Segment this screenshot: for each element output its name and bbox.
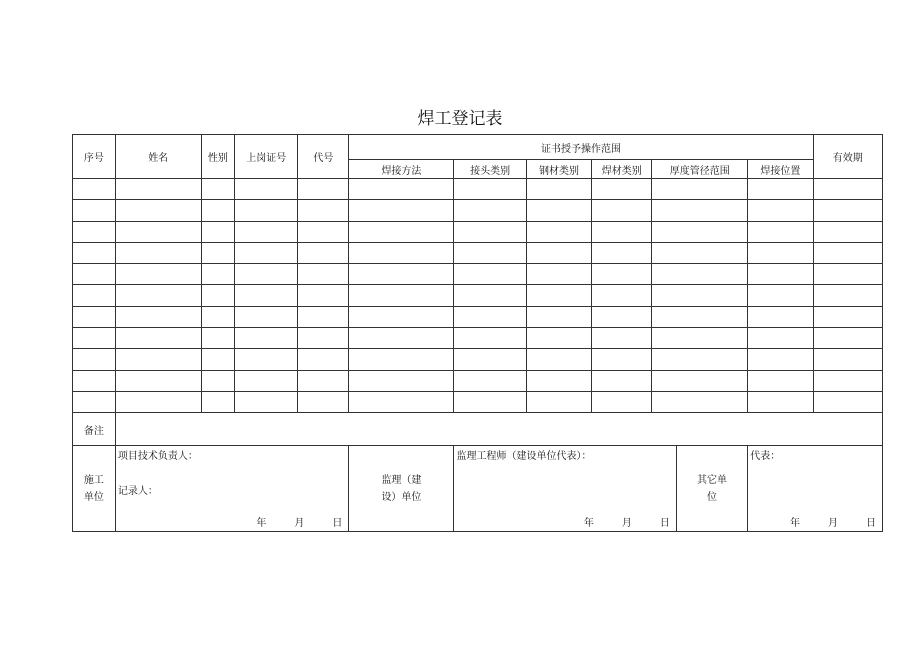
table-row xyxy=(73,391,883,412)
table-cell[interactable] xyxy=(349,179,454,200)
supervision-unit-label: 监理（建 设）单位 xyxy=(349,446,454,532)
table-cell[interactable] xyxy=(748,264,813,285)
table-cell[interactable] xyxy=(201,264,235,285)
table-row xyxy=(73,200,883,221)
table-cell[interactable] xyxy=(454,221,526,242)
table-cell[interactable] xyxy=(813,242,882,263)
table-cell[interactable] xyxy=(298,221,349,242)
table-cell[interactable] xyxy=(201,306,235,327)
table-cell[interactable] xyxy=(652,370,748,391)
header-code: 代号 xyxy=(298,135,349,179)
table-cell[interactable] xyxy=(592,264,652,285)
table-cell[interactable] xyxy=(73,200,116,221)
table-cell[interactable] xyxy=(115,328,201,349)
table-cell[interactable] xyxy=(115,200,201,221)
table-cell[interactable] xyxy=(652,221,748,242)
table-cell[interactable] xyxy=(592,306,652,327)
recorder-label: 记录人： xyxy=(117,486,158,498)
table-cell[interactable] xyxy=(201,179,235,200)
supervision-signature-cell[interactable] xyxy=(454,446,676,532)
table-cell[interactable] xyxy=(235,242,298,263)
table-cell[interactable] xyxy=(235,349,298,370)
table-cell[interactable] xyxy=(115,349,201,370)
table-cell[interactable] xyxy=(813,370,882,391)
table-cell[interactable] xyxy=(298,179,349,200)
table-row xyxy=(73,179,883,200)
table-cell[interactable] xyxy=(235,179,298,200)
table-cell[interactable] xyxy=(349,285,454,306)
table-cell[interactable] xyxy=(813,264,882,285)
table-cell[interactable] xyxy=(349,370,454,391)
table-cell[interactable] xyxy=(73,285,116,306)
table-cell[interactable] xyxy=(201,285,235,306)
header-welding-method: 焊接方法 xyxy=(349,160,454,179)
table-cell[interactable] xyxy=(298,328,349,349)
other-date: 年 月 日 xyxy=(790,518,876,530)
table-cell[interactable] xyxy=(454,391,526,412)
other-signature-cell[interactable] xyxy=(748,446,883,532)
table-cell[interactable] xyxy=(298,349,349,370)
header-joint-type: 接头类别 xyxy=(454,160,526,179)
table-cell[interactable] xyxy=(592,349,652,370)
table-cell[interactable] xyxy=(115,221,201,242)
table-cell[interactable] xyxy=(115,179,201,200)
table-cell[interactable] xyxy=(526,328,591,349)
header-welding-position: 焊接位置 xyxy=(748,160,813,179)
table-cell[interactable] xyxy=(73,264,116,285)
table-cell[interactable] xyxy=(298,306,349,327)
table-cell[interactable] xyxy=(592,370,652,391)
table-cell[interactable] xyxy=(349,306,454,327)
table-cell[interactable] xyxy=(73,370,116,391)
table-cell[interactable] xyxy=(813,306,882,327)
table-cell[interactable] xyxy=(526,285,591,306)
remarks-row xyxy=(73,413,883,446)
table-cell[interactable] xyxy=(813,200,882,221)
table-cell[interactable] xyxy=(748,391,813,412)
table-cell[interactable] xyxy=(652,391,748,412)
table-cell[interactable] xyxy=(454,179,526,200)
table-cell[interactable] xyxy=(235,391,298,412)
table-cell[interactable] xyxy=(349,221,454,242)
table-cell[interactable] xyxy=(526,391,591,412)
table-cell[interactable] xyxy=(748,179,813,200)
table-cell[interactable] xyxy=(454,285,526,306)
table-cell[interactable] xyxy=(526,349,591,370)
table-cell[interactable] xyxy=(592,242,652,263)
table-cell[interactable] xyxy=(73,242,116,263)
table-cell[interactable] xyxy=(652,200,748,221)
table-cell[interactable] xyxy=(813,349,882,370)
table-cell[interactable] xyxy=(592,179,652,200)
table-cell[interactable] xyxy=(73,221,116,242)
table-row xyxy=(73,264,883,285)
table-cell[interactable] xyxy=(813,179,882,200)
tech-lead-label: 项目技术负责人： xyxy=(117,451,198,463)
construction-unit-label: 施工 单位 xyxy=(73,446,116,532)
remarks-field[interactable] xyxy=(115,413,882,446)
table-cell[interactable] xyxy=(298,370,349,391)
header-cert-no: 上岗证号 xyxy=(235,135,298,179)
table-row xyxy=(73,370,883,391)
table-cell[interactable] xyxy=(748,306,813,327)
table-cell[interactable] xyxy=(349,328,454,349)
table-cell[interactable] xyxy=(454,370,526,391)
welder-registration-table xyxy=(72,134,883,532)
table-cell[interactable] xyxy=(454,328,526,349)
table-cell[interactable] xyxy=(748,200,813,221)
table-cell[interactable] xyxy=(592,221,652,242)
table-cell[interactable] xyxy=(748,242,813,263)
data-rows xyxy=(73,179,883,413)
table-cell[interactable] xyxy=(73,179,116,200)
table-cell[interactable] xyxy=(813,391,882,412)
table-cell[interactable] xyxy=(298,391,349,412)
table-cell[interactable] xyxy=(454,200,526,221)
table-cell[interactable] xyxy=(201,200,235,221)
construction-date: 年 月 日 xyxy=(256,518,343,530)
table-cell[interactable] xyxy=(235,264,298,285)
table-cell[interactable] xyxy=(115,285,201,306)
table-row xyxy=(73,221,883,242)
table-cell[interactable] xyxy=(592,391,652,412)
header-seq: 序号 xyxy=(73,135,116,179)
header-scope: 证书授予操作范围 xyxy=(349,135,813,160)
table-cell[interactable] xyxy=(592,285,652,306)
table-cell[interactable] xyxy=(73,328,116,349)
other-unit-label: 其它单 位 xyxy=(676,446,747,532)
table-cell[interactable] xyxy=(235,285,298,306)
table-cell[interactable] xyxy=(349,200,454,221)
table-cell[interactable] xyxy=(115,242,201,263)
table-cell[interactable] xyxy=(349,242,454,263)
table-cell[interactable] xyxy=(235,200,298,221)
table-cell[interactable] xyxy=(298,285,349,306)
table-cell[interactable] xyxy=(454,349,526,370)
table-cell[interactable] xyxy=(201,221,235,242)
supervision-date: 年 月 日 xyxy=(583,518,670,530)
table-cell[interactable] xyxy=(201,349,235,370)
table-cell[interactable] xyxy=(592,200,652,221)
header-filler-type: 焊材类别 xyxy=(592,160,652,179)
form-title: 焊工登记表 xyxy=(417,109,503,129)
table-cell[interactable] xyxy=(201,328,235,349)
table-cell[interactable] xyxy=(235,221,298,242)
table-cell[interactable] xyxy=(748,370,813,391)
table-cell[interactable] xyxy=(526,370,591,391)
table-cell[interactable] xyxy=(115,391,201,412)
table-cell[interactable] xyxy=(652,285,748,306)
table-cell[interactable] xyxy=(652,264,748,285)
table-cell[interactable] xyxy=(526,306,591,327)
table-cell[interactable] xyxy=(201,242,235,263)
table-row xyxy=(73,285,883,306)
table-cell[interactable] xyxy=(201,370,235,391)
table-cell[interactable] xyxy=(298,242,349,263)
supervising-engineer-label: 监理工程师（建设单位代表）： xyxy=(456,451,592,463)
table-cell[interactable] xyxy=(526,179,591,200)
table-cell[interactable] xyxy=(748,349,813,370)
table-row xyxy=(73,242,883,263)
remarks-label: 备注 xyxy=(73,413,116,446)
table-cell[interactable] xyxy=(748,328,813,349)
table-cell[interactable] xyxy=(813,221,882,242)
header-name: 姓名 xyxy=(115,135,201,179)
table-cell[interactable] xyxy=(813,285,882,306)
table-cell[interactable] xyxy=(298,264,349,285)
table-cell[interactable] xyxy=(201,391,235,412)
table-cell[interactable] xyxy=(652,242,748,263)
table-cell[interactable] xyxy=(235,328,298,349)
table-cell[interactable] xyxy=(652,179,748,200)
representative-label: 代表： xyxy=(750,451,781,463)
table-cell[interactable] xyxy=(454,264,526,285)
table-cell[interactable] xyxy=(748,285,813,306)
table-cell[interactable] xyxy=(73,306,116,327)
table-cell[interactable] xyxy=(73,349,116,370)
table-cell[interactable] xyxy=(813,328,882,349)
signature-row xyxy=(73,446,883,532)
table-cell[interactable] xyxy=(526,200,591,221)
table-cell[interactable] xyxy=(235,370,298,391)
table-cell[interactable] xyxy=(652,306,748,327)
table-cell[interactable] xyxy=(298,200,349,221)
table-cell[interactable] xyxy=(526,221,591,242)
table-cell[interactable] xyxy=(526,264,591,285)
table-cell[interactable] xyxy=(526,242,591,263)
table-cell[interactable] xyxy=(592,328,652,349)
table-cell[interactable] xyxy=(652,349,748,370)
table-cell[interactable] xyxy=(349,349,454,370)
table-cell[interactable] xyxy=(115,370,201,391)
table-cell[interactable] xyxy=(454,306,526,327)
table-cell[interactable] xyxy=(235,306,298,327)
table-row xyxy=(73,306,883,327)
table-cell[interactable] xyxy=(652,328,748,349)
table-row xyxy=(73,328,883,349)
table-row xyxy=(73,349,883,370)
header-row xyxy=(73,135,883,160)
construction-signature-cell[interactable] xyxy=(115,446,349,532)
header-gender: 性别 xyxy=(201,135,235,179)
table-cell[interactable] xyxy=(748,221,813,242)
table-cell[interactable] xyxy=(115,264,201,285)
header-valid: 有效期 xyxy=(813,135,882,179)
table-cell[interactable] xyxy=(349,391,454,412)
header-thickness-range: 厚度管径范围 xyxy=(652,160,748,179)
table-cell[interactable] xyxy=(349,264,454,285)
header-steel-type: 钢材类别 xyxy=(526,160,591,179)
table-cell[interactable] xyxy=(115,306,201,327)
table-cell[interactable] xyxy=(73,391,116,412)
table-cell[interactable] xyxy=(454,242,526,263)
